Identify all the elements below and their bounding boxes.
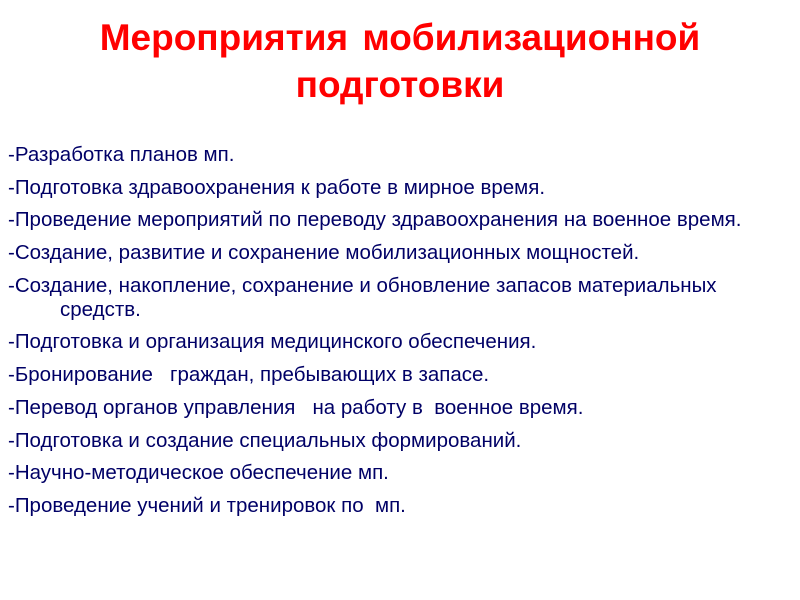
slide-title-line-1: Мероприятия мобилизационной: [99, 17, 701, 58]
list-item: -Подготовка и создание специальных формирований.: [8, 428, 522, 452]
list-item: -Проведение учений и тренировок по мп.: [8, 493, 406, 517]
list-item: -Подготовка и организация медицинского обеспечения.: [8, 330, 537, 354]
list-item: -Подготовка здравоохранения к работе в мирное время.: [8, 175, 546, 199]
slide-title: [0, 14, 800, 108]
slide-title-line-2: подготовки: [295, 64, 505, 105]
list-item: -Разработка планов мп.: [8, 143, 235, 166]
list-item: -Перевод органов управления на работу в военное время.: [8, 395, 584, 419]
list-item: -Научно-методическое обеспечение мп.: [8, 461, 389, 485]
list-item: -Создание, накопление, сохранение и обновление запасов материальных средств.: [8, 273, 723, 321]
list-item: -Проведение мероприятий по переводу здравоохранения на военное время.: [8, 208, 742, 232]
measures-list: [8, 143, 788, 527]
list-item: -Создание, развитие и сохранение мобилизационных мощностей.: [8, 241, 640, 265]
list-item: -Бронирование граждан, пребывающих в запасе.: [8, 363, 490, 387]
